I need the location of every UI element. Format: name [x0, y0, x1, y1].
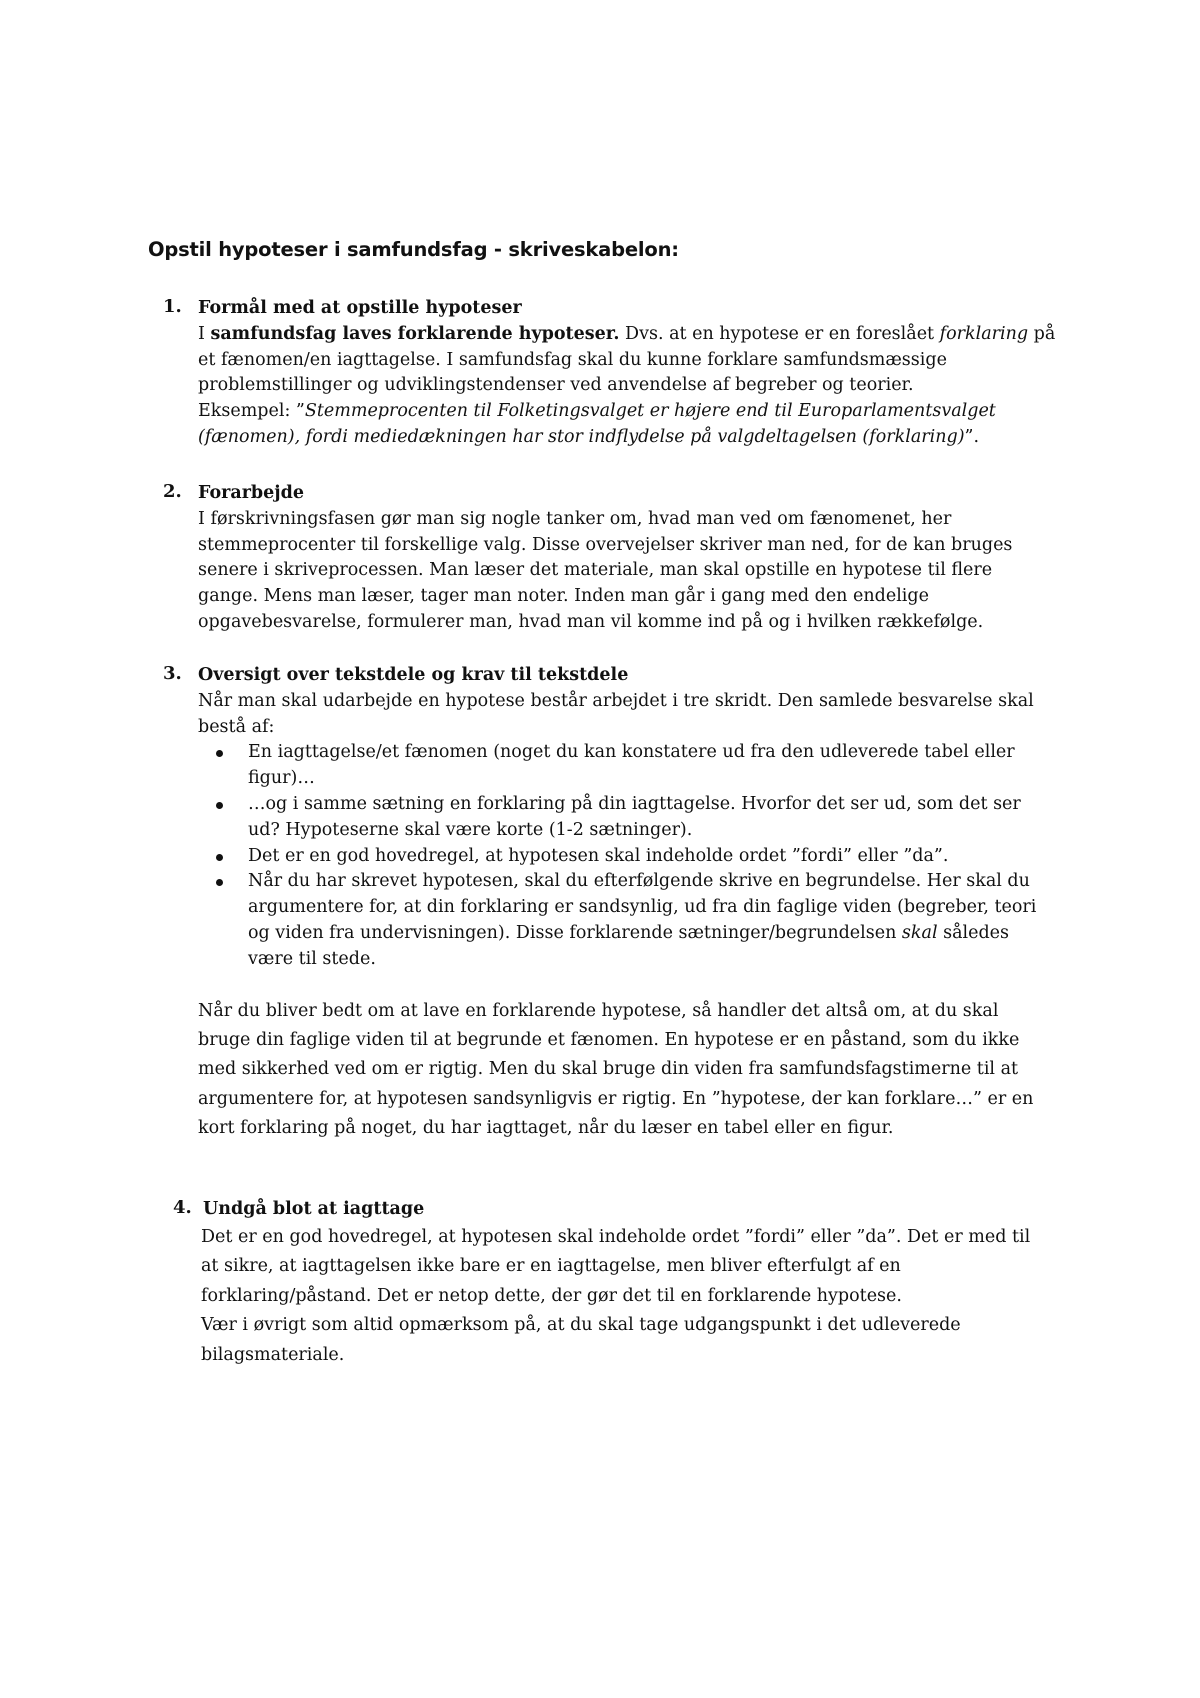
italic-text: Stemmeprocenten til Folketingsvalget er højere end til Europarlamentsvalget	[304, 401, 996, 422]
section-line: (fænomen), fordi mediedækningen har stor indflydelse på valgdeltagelsen (forklaring)”.	[198, 426, 980, 447]
section-heading: Forarbejde	[198, 483, 304, 503]
section-line: argumentere for, at hypotesen sandsynligvis er rigtig. En ”hypotese, der kan forklare…” er en	[198, 1088, 1034, 1109]
section-line: bilagsmateriale.	[201, 1344, 345, 1365]
section-line: at sikre, at iagttagelsen ikke bare er en iagttagelse, men bliver efterfulgt af en	[201, 1256, 901, 1277]
section-line: Når man skal udarbejde en hypotese består arbejdet i tre skridt. Den samlede besvarelse skal	[198, 690, 1034, 711]
section-line: senere i skriveprocessen. Man læser det materiale, man skal opstille en hypotese til flere	[198, 560, 993, 581]
bullet-icon	[216, 879, 223, 886]
bullet-icon	[216, 802, 223, 809]
section-body	[198, 296, 1063, 451]
section-number: 1.	[163, 296, 182, 317]
document-title: Opstil hypoteser i samfundsfag - skriveskabelon:	[148, 238, 679, 261]
list-item: …og i samme sætning en forklaring på din iagttagelse. Hvorfor det ser ud, som det ser ud? Hypoteserne skal være korte (1-2 sætninger).	[198, 792, 1063, 844]
section-number: 4.	[173, 1197, 192, 1218]
list-item: En iagttagelse/et fænomen (noget du kan konstatere ud fra den udleverede tabel eller figur)…	[198, 740, 1063, 792]
section-heading: Undgå blot at iagttage	[203, 1199, 425, 1219]
section-line: bestå af:	[198, 716, 275, 737]
section-line: med sikkerhed ved om er rigtig. Men du skal bruge din viden fra samfundsfagstimerne til at	[198, 1059, 1019, 1080]
section-line: Når du bliver bedt om at lave en forklarende hypotese, så handler det altså om, at du skal	[198, 1000, 999, 1021]
section-heading: Formål med at opstille hypoteser	[198, 298, 522, 318]
section-line: kort forklaring på noget, du har iagttaget, når du læser en tabel eller en figur.	[198, 1118, 894, 1139]
bullet-icon	[216, 750, 223, 757]
section-line: gange. Mens man læser, tager man noter. Inden man går i gang med den endelige	[198, 586, 929, 607]
list-item: Det er en god hovedregel, at hypotesen skal indeholde ordet ”fordi” eller ”da”.	[198, 844, 1063, 870]
section-number: 3.	[163, 663, 182, 684]
section-body	[198, 481, 1063, 636]
section-body	[203, 1197, 1068, 1223]
section-line: bruge din faglige viden til at begrunde et fænomen. En hypotese er en påstand, som du ikke	[198, 1029, 1020, 1050]
section-line: I samfundsfag laves forklarende hypoteser. Dvs. at en hypotese er en foreslået forklaring på	[198, 323, 1056, 344]
section-line: stemmeprocenter til forskellige valg. Disse overvejelser skriver man ned, for de kan bruges	[198, 534, 1013, 555]
section-line: Eksempel: ”Stemmeprocenten til Folketingsvalget er højere end til Europarlamentsvalget	[198, 401, 996, 422]
section-number: 2.	[163, 481, 182, 502]
section-line: I førskrivningsfasen gør man sig nogle tanker om, hvad man ved om fænomenet, her	[198, 508, 952, 529]
section-paragraph	[198, 997, 1063, 1144]
bullet-icon	[216, 854, 223, 861]
section-line: forklaring/påstand. Det er netop dette, der gør det til en forklarende hypotese.	[201, 1285, 902, 1306]
list-item: Når du har skrevet hypotesen, skal du efterfølgende skrive en begrundelse. Her skal du argumentere for, at din forklaring er sandsynlig, ud fra din faglige viden (begreber, teori og viden fra undervisningen). Disse forklarende sætninger/begrundelsen skal således være til stede.	[198, 869, 1063, 972]
italic-text: forklaring	[939, 323, 1029, 344]
section-paragraph	[201, 1223, 1066, 1370]
section-line: Det er en god hovedregel, at hypotesen skal indeholde ordet ”fordi” eller ”da”. Det er med til	[201, 1227, 1031, 1247]
section-line: opgavebesvarelse, formulerer man, hvad man vil komme ind på og i hvilken rækkefølge.	[198, 611, 984, 632]
bullet-list	[198, 740, 1063, 972]
section-line: Vær i øvrigt som altid opmærksom på, at du skal tage udgangspunkt i det udleverede	[201, 1315, 961, 1336]
italic-text: (fænomen), fordi mediedækningen har stor indflydelse på valgdeltagelsen (forklaring)	[198, 426, 965, 447]
italic-text: skal	[901, 922, 938, 943]
section-line: et fænomen/en iagttagelse. I samfundsfag skal du kunne forklare samfundsmæssige	[198, 349, 947, 370]
section-heading: Oversigt over tekstdele og krav til tekstdele	[198, 665, 629, 685]
bold-text: samfundsfag laves forklarende hypoteser.	[210, 323, 620, 344]
section-line: problemstillinger og udviklingstendenser ved anvendelse af begreber og teorier.	[198, 375, 914, 396]
section-body	[198, 663, 1063, 1144]
